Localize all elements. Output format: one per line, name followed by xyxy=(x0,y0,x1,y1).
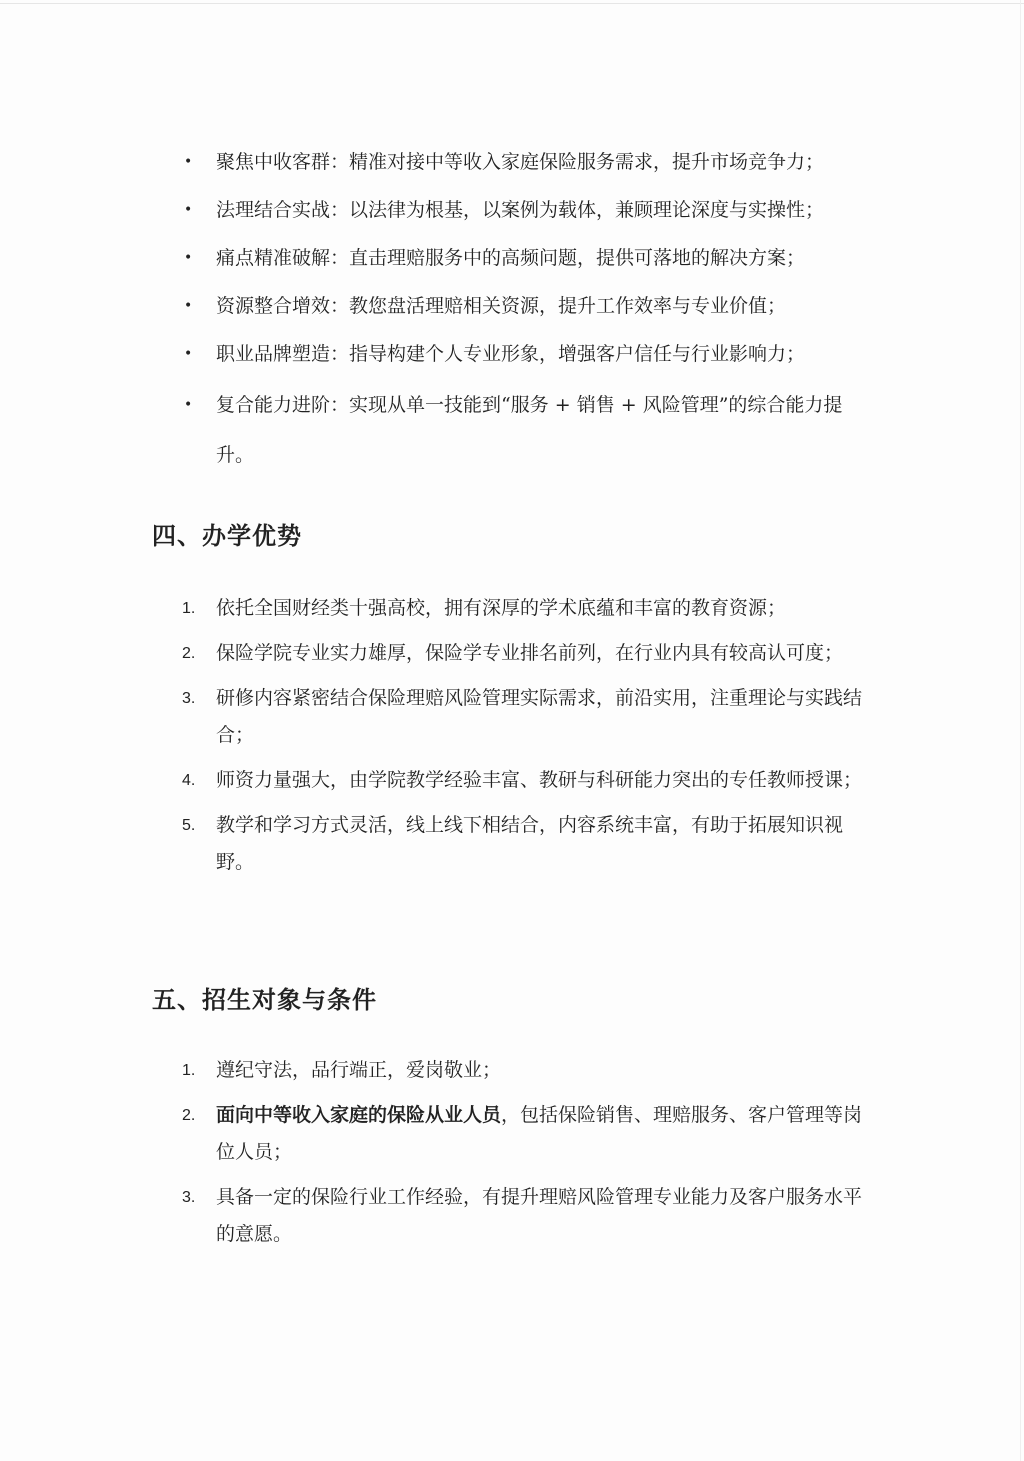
list-item xyxy=(150,635,874,672)
bullet-dot-icon: • xyxy=(184,298,193,314)
bullet-text: 痛点精准破解：直击理赔服务中的高频问题，提供可落地的解决方案； xyxy=(216,247,806,269)
bullet-item xyxy=(150,380,880,480)
list-item xyxy=(150,680,874,754)
bullet-text: 聚焦中收客群：精准对接中等收入家庭保险服务需求，提升市场竞争力； xyxy=(216,151,825,173)
bullet-dot-icon: • xyxy=(184,154,193,170)
bullet-text: 法理结合实战：以法律为根基，以案例为载体，兼顾理论深度与实操性； xyxy=(216,199,825,221)
list-item xyxy=(150,807,874,881)
item-text: 教学和学习方式灵活，线上线下相结合，内容系统丰富，有助于拓展知识视野。 xyxy=(216,814,844,873)
list-item xyxy=(150,1052,874,1089)
item-number: 2. xyxy=(182,1107,196,1124)
item-text: 研修内容紧密结合保险理赔风险管理实际需求，前沿实用，注重理论与实践结合； xyxy=(216,687,863,746)
item-number: 4. xyxy=(182,772,196,789)
scan-edge-top xyxy=(0,0,1024,4)
item-number: 3. xyxy=(182,1189,196,1206)
list-item xyxy=(150,590,874,627)
item-text: 遵纪守法，品行端正，爱岗敬业； xyxy=(216,1059,502,1081)
item-text: 师资力量强大，由学院教学经验丰富、教研与科研能力突出的专任教师授课； xyxy=(216,769,863,791)
section-heading-advantages: 四、办学优势 xyxy=(152,521,302,550)
bullet-dot-icon: • xyxy=(184,397,193,413)
bullet-item xyxy=(150,234,880,282)
item-number: 5. xyxy=(182,817,196,834)
bullet-text: 职业品牌塑造：指导构建个人专业形象，增强客户信任与行业影响力； xyxy=(216,343,806,365)
item-number: 3. xyxy=(182,690,196,707)
list-item xyxy=(150,1179,874,1253)
item-number: 1. xyxy=(182,600,196,617)
bullet-dot-icon: • xyxy=(184,202,193,218)
item-number: 1. xyxy=(182,1062,196,1079)
item-bold-text: 面向中等收入家庭的保险从业人员 xyxy=(216,1104,502,1126)
scan-edge-right xyxy=(1020,0,1021,1461)
bullet-item xyxy=(150,138,880,186)
section-heading-enrollment: 五、招生对象与条件 xyxy=(152,985,377,1014)
item-number: 2. xyxy=(182,645,196,662)
bullet-dot-icon: • xyxy=(184,250,193,266)
item-text: 保险学院专业实力雄厚，保险学专业排名前列，在行业内具有较高认可度； xyxy=(216,642,844,664)
bullet-item xyxy=(150,282,880,330)
enrollment-list xyxy=(150,1052,874,1261)
bullet-text: 资源整合增效：教您盘活理赔相关资源，提升工作效率与专业价值； xyxy=(216,295,787,317)
list-item xyxy=(150,1097,874,1171)
list-item xyxy=(150,762,874,799)
item-text: 依托全国财经类十强高校，拥有深厚的学术底蕴和丰富的教育资源； xyxy=(216,597,787,619)
features-bullet-list xyxy=(150,138,880,480)
bullet-text: 复合能力进阶：实现从单一技能到“服务 + 销售 + 风险管理”的综合能力提升。 xyxy=(216,394,843,466)
item-text: ，包括保险销售、理赔服务、客户管理等岗位人员； xyxy=(216,1104,863,1163)
bullet-item xyxy=(150,186,880,234)
bullet-dot-icon: • xyxy=(184,346,193,362)
item-text: 具备一定的保险行业工作经验，有提升理赔风险管理专业能力及客户服务水平的意愿。 xyxy=(216,1186,863,1245)
advantages-list xyxy=(150,590,874,889)
bullet-item xyxy=(150,330,880,378)
